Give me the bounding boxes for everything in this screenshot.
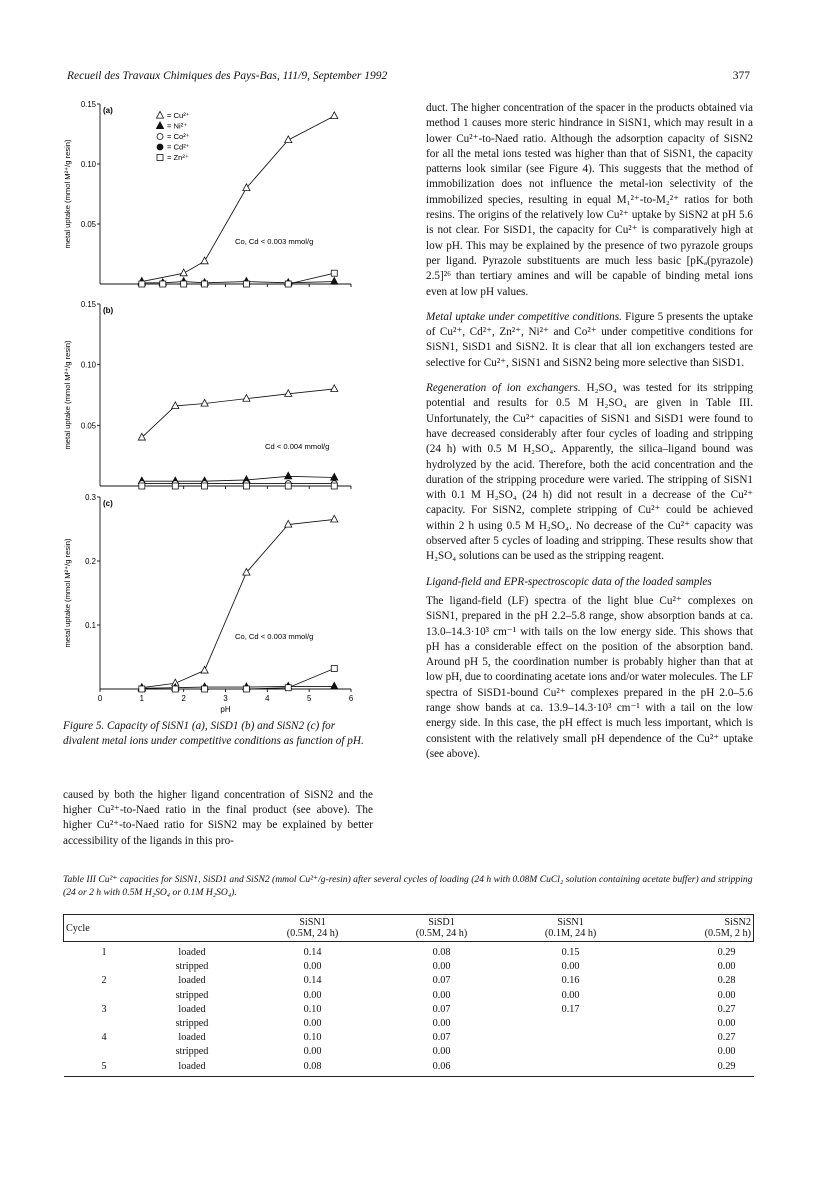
cell-value: 0.16 (561, 975, 580, 987)
col-header-sisn1-01: SiSN1 (0.1M, 24 h) (506, 915, 635, 942)
table-row (64, 1060, 754, 1077)
cell-state: stripped (175, 1018, 209, 1030)
legend-entry: = Cu²⁺ (167, 111, 190, 120)
heading-regeneration: Regeneration of ion exchangers. (426, 382, 581, 395)
panel-label: (b) (103, 306, 114, 315)
legend-entry: = Zn²⁺ (167, 153, 189, 162)
cell-state: stripped (175, 1046, 209, 1058)
data-point (201, 666, 208, 673)
x-tick-label: 5 (306, 694, 312, 703)
y-tick-label: 0.05 (80, 220, 96, 229)
cell-cycle: 3 (101, 1003, 107, 1015)
panel-label: (a) (103, 106, 113, 115)
data-point (201, 399, 208, 406)
right-column (426, 101, 753, 772)
table-row (64, 1031, 754, 1045)
data-point (156, 111, 163, 118)
data-point (285, 520, 292, 527)
legend-entry: = Co²⁺ (167, 132, 190, 141)
cell-value: 0.00 (303, 961, 322, 973)
data-point (331, 483, 337, 489)
cell-value: 0.00 (432, 1046, 451, 1058)
data-point (139, 281, 145, 287)
data-point (180, 269, 187, 276)
legend-entry: = Ni²⁺ (167, 121, 188, 131)
data-point (331, 278, 338, 285)
page-number: 377 (732, 70, 750, 82)
data-point (331, 270, 337, 276)
cell-value: 0.00 (717, 1046, 736, 1058)
table-caption: Table III Cu²⁺ capacities for SiSN1, SiSD1 and SiSN2 (mmol Cu²⁺/g-resin) after several cycles of loading (24 h with 0.08M CuCl₂ solution containing acetate buffer) and stripping (24 or 2 h with 0.5M H₂SO₄ or 0.1M H₂SO₄). (63, 874, 753, 898)
journal-title: Recueil des Travaux Chimiques des Pays-Bas, 111/9, September 1992 (67, 70, 388, 82)
cell-cycle (64, 960, 137, 974)
col-header-sisd1-05: SiSD1 (0.5M, 24 h) (377, 915, 506, 942)
running-header (67, 70, 750, 88)
data-point (172, 402, 179, 409)
cell-value: 0.14 (303, 975, 322, 987)
table-row (64, 942, 754, 961)
cell-value: 0.28 (717, 975, 736, 987)
data-point (243, 395, 250, 402)
cell-value: 0.27 (717, 1032, 736, 1044)
cell-cycle (64, 1017, 137, 1031)
panel-label: (c) (103, 499, 113, 508)
data-point (160, 281, 166, 287)
text-regeneration: H₂SO₄ was tested for its stripping potential and results for 0.5 M H₂SO₄ are given in Table III. Unfortunately, the Cu²⁺ capacities of SiSN1 and SiSD1 were found to have decreased considerably after four cycles of loading and stripping (24 h) with 0.5 M H₂SO₄. Apparently, the silica–ligand bound was hydrolyzed by the acid. Therefore, both the acid concentration and the duration of the stripping procedure were varied. The stripping of SiSN1 with 0.1 M H₂SO₄ (24 h) did not result in a decrease of the Cu²⁺ capacity. For SiSN2, complete stripping of Cu²⁺ could be achieved within 2 h using 0.5 M H₂SO₄. No decrease of the Cu²⁺ capacity was observed after 5 cycles of loading and stripping. These results show that H₂SO₄ solutions can be used as the stripping reagent. (426, 382, 754, 563)
cell-value: 0.00 (303, 1018, 322, 1030)
cell-value: 0.08 (248, 1060, 377, 1077)
cell-cycle (64, 1045, 137, 1059)
cell-value: 0.00 (303, 1046, 322, 1058)
cell-cycle: 2 (101, 975, 107, 987)
cell-value (506, 1031, 635, 1045)
data-point (157, 144, 163, 150)
cell-value: 0.00 (717, 1018, 736, 1030)
data-point (331, 515, 338, 522)
cell-state: loaded (136, 1060, 248, 1077)
data-point (181, 281, 187, 287)
table-header-row (64, 915, 754, 942)
cell-value: 0.08 (432, 947, 451, 959)
cell-value: 0.06 (377, 1060, 506, 1077)
table-iii (63, 914, 754, 1077)
cell-cycle: 1 (101, 947, 107, 959)
cell-cycle: 5 (64, 1060, 137, 1077)
x-axis-label: pH (220, 705, 231, 714)
data-point (202, 483, 208, 489)
series-line (142, 669, 334, 689)
data-point (156, 122, 163, 129)
data-point (201, 257, 208, 264)
x-tick-label: 6 (348, 694, 354, 703)
data-point (202, 686, 208, 692)
y-axis-label: metal uptake (mmol M²⁺/g resin) (63, 538, 72, 648)
cell-state: stripped (175, 961, 209, 973)
figure-5 (60, 94, 370, 714)
cell-value: 0.00 (303, 989, 322, 1001)
data-point (331, 473, 338, 480)
data-point (202, 281, 208, 287)
cell-value: 0.10 (303, 1032, 322, 1044)
data-point (157, 155, 163, 161)
table-row (64, 1017, 754, 1031)
data-point (331, 666, 337, 672)
data-point (138, 433, 145, 440)
cell-cycle: 4 (101, 1032, 107, 1044)
data-point (285, 136, 292, 143)
series-line (142, 282, 334, 283)
data-point (139, 686, 145, 692)
x-tick-label: 1 (139, 694, 145, 703)
cell-value: 0.29 (717, 947, 736, 959)
paragraph-regeneration (426, 381, 753, 565)
data-point (331, 385, 338, 392)
y-axis-label: metal uptake (mmol M²⁺/g resin) (63, 340, 72, 450)
cell-value: 0.17 (561, 1003, 580, 1015)
x-tick-label: 3 (223, 694, 228, 703)
data-point (285, 483, 291, 489)
cell-value: 0.27 (717, 1003, 736, 1015)
data-point (243, 686, 249, 692)
cell-value: 0.00 (432, 1018, 451, 1030)
cell-value: 0.14 (303, 947, 322, 959)
left-column-paragraph: caused by both the higher ligand concentration of SiSN2 and the higher Cu²⁺-to-Naed ratio in the final product (see above). The higher Cu²⁺-to-Naed ratio for SiSN2 may be explained by better accessibility of the ligands in this pro- (63, 789, 373, 847)
x-tick-label: 2 (181, 694, 186, 703)
table-row (64, 960, 754, 974)
cell-value: 0.00 (561, 961, 580, 973)
data-point (139, 483, 145, 489)
text-ligand-field: The ligand-field (LF) spectra of the light blue Cu²⁺ complexes on SiSN1, prepared in the pH 2.2–5.8 range, show absorption bands at ca. 13.0–14.3·10³ cm⁻¹ with tails on the low energy side. This shows that pH has a considerable effect on the position of the absorption band. Around pH 5, the coordination number is probably higher than that at low pH, due to coordinating acetate ions and/or water molecules. The LF spectra of SiSD1-bound Cu²⁺ complexes prepared in the pH 2.0–5.6 range show bands at ca. 13.9–14.3·10³ cm⁻¹ with a tail on the low energy side. In this case, the pH effect is much less important, which is consistent with the relatively small pH dependence of the Cu²⁺ uptake (see above). (426, 594, 753, 760)
figure-caption-label: Figure 5. (63, 720, 105, 732)
col-header-cycle: Cycle (64, 915, 137, 942)
table-row (64, 1045, 754, 1059)
figure-caption (63, 719, 373, 749)
cell-cycle (64, 989, 137, 1003)
y-tick-label: 0.1 (85, 621, 96, 630)
cell-value: 0.07 (432, 1003, 451, 1015)
y-tick-label: 0.05 (80, 421, 96, 431)
cell-value (506, 1060, 635, 1077)
data-point (243, 281, 249, 287)
y-tick-label: 0.3 (85, 493, 96, 502)
data-point (172, 686, 178, 692)
heading-competitive: Metal uptake under competitive conditions. (426, 310, 622, 323)
y-tick-label: 0.2 (85, 557, 96, 566)
col-header-state (136, 915, 248, 942)
data-point (157, 134, 163, 140)
data-point (243, 483, 249, 489)
table-row (64, 989, 754, 1003)
cell-state: loaded (178, 1003, 206, 1015)
x-tick-label: 0 (97, 694, 103, 703)
cell-value: 0.00 (717, 989, 736, 1001)
data-point (331, 112, 338, 119)
cell-value: 0.10 (303, 1003, 322, 1015)
series-line (142, 686, 334, 688)
y-axis-label: metal uptake (mmol M²⁺/g resin) (63, 139, 72, 249)
table-body (64, 942, 754, 1077)
panel-annotation: Cd < 0.004 mmol/g (265, 442, 330, 451)
y-tick-label: 0.10 (80, 360, 96, 370)
data-point (331, 682, 338, 689)
table-row (64, 1003, 754, 1017)
cell-value: 0.00 (561, 989, 580, 1001)
text-competitive: Figure 5 presents the uptake of Cu²⁺, Cd²⁺, Zn²⁺, Ni²⁺ and Co²⁺ under competitive conditions for SiSN1, SiSD1 and SiSN2. It is clear that all ion exchangers tested are selective for Cu²⁺, SiSN1 and SiSN2 being more selective than SiSD1. (426, 310, 754, 369)
cell-state: loaded (178, 1032, 206, 1044)
data-point (285, 281, 291, 287)
table-row (64, 974, 754, 988)
cell-state: loaded (178, 947, 206, 959)
data-point (285, 685, 291, 691)
paragraph-spacer-hindrance: duct. The higher concentration of the spacer in the products obtained via method 1 causes more steric hindrance in SiSN1, which may result in a lower Cu²⁺-to-Naed ratio. Although the adsorption capacity of SiSN2 for all the metal ions tested was higher than that of SiSN1, the capacity patterns look similar (see Figure 4). This suggests that the method of immobilization does not influence the metal-ion selectivity of the immobilized species, resulting in equal M₁²⁺-to-M₂²⁺ ratios for both resins. The origins of the relatively low Cu²⁺ uptake by SiSN2 at pH 5.6 is not clear. For SiSD1, the capacity for Cu²⁺ is comparatively high at low pH. This may be explained by the presence of two pyrazole groups per ligand. Pyrazole substituents are much less basic [pKₐ(pyrazole) 2.5]²⁶ than tertiary amines and will be capable of binding metal ions even at low pH values. (426, 102, 753, 298)
series-line (142, 389, 334, 438)
y-tick-label: 0.10 (80, 160, 96, 169)
series-line (142, 519, 334, 687)
cell-value: 0.00 (432, 961, 451, 973)
cell-value: 0.15 (561, 947, 580, 959)
y-tick-label: 0.15 (80, 300, 96, 309)
y-tick-label: 0.15 (80, 100, 96, 109)
cell-value: 0.00 (717, 961, 736, 973)
cell-value: 0.00 (432, 989, 451, 1001)
data-point (285, 472, 292, 479)
cell-value (506, 1045, 635, 1059)
heading-ligand-field: Ligand-field and EPR-spectroscopic data of the loaded samples (426, 575, 712, 588)
cell-value: 0.29 (635, 1060, 753, 1077)
series-line (142, 476, 334, 481)
legend-entry: = Cd²⁺ (167, 142, 190, 152)
paragraph-competitive (426, 310, 753, 371)
cell-value: 0.07 (432, 1032, 451, 1044)
panel-annotation: Co, Cd < 0.003 mmol/g (235, 237, 314, 246)
figure-caption-text: Capacity of SiSN1 (a), SiSD1 (b) and SiSN2 (c) for divalent metal ions under competitive conditions as function of pH. (63, 720, 364, 747)
cell-value (506, 1017, 635, 1031)
cell-state: loaded (178, 975, 206, 987)
data-point (172, 483, 178, 489)
paragraph-ligand-field (426, 575, 753, 763)
col-header-sisn2-05: SiSN2 (0.5M, 2 h) (635, 915, 753, 942)
panel-annotation: Co, Cd < 0.003 mmol/g (235, 632, 314, 641)
cell-state: stripped (175, 989, 209, 1001)
data-point (285, 390, 292, 397)
col-header-sisn1-05: SiSN1 (0.5M, 24 h) (248, 915, 377, 942)
cell-value: 0.07 (432, 975, 451, 987)
x-tick-label: 4 (265, 694, 270, 703)
